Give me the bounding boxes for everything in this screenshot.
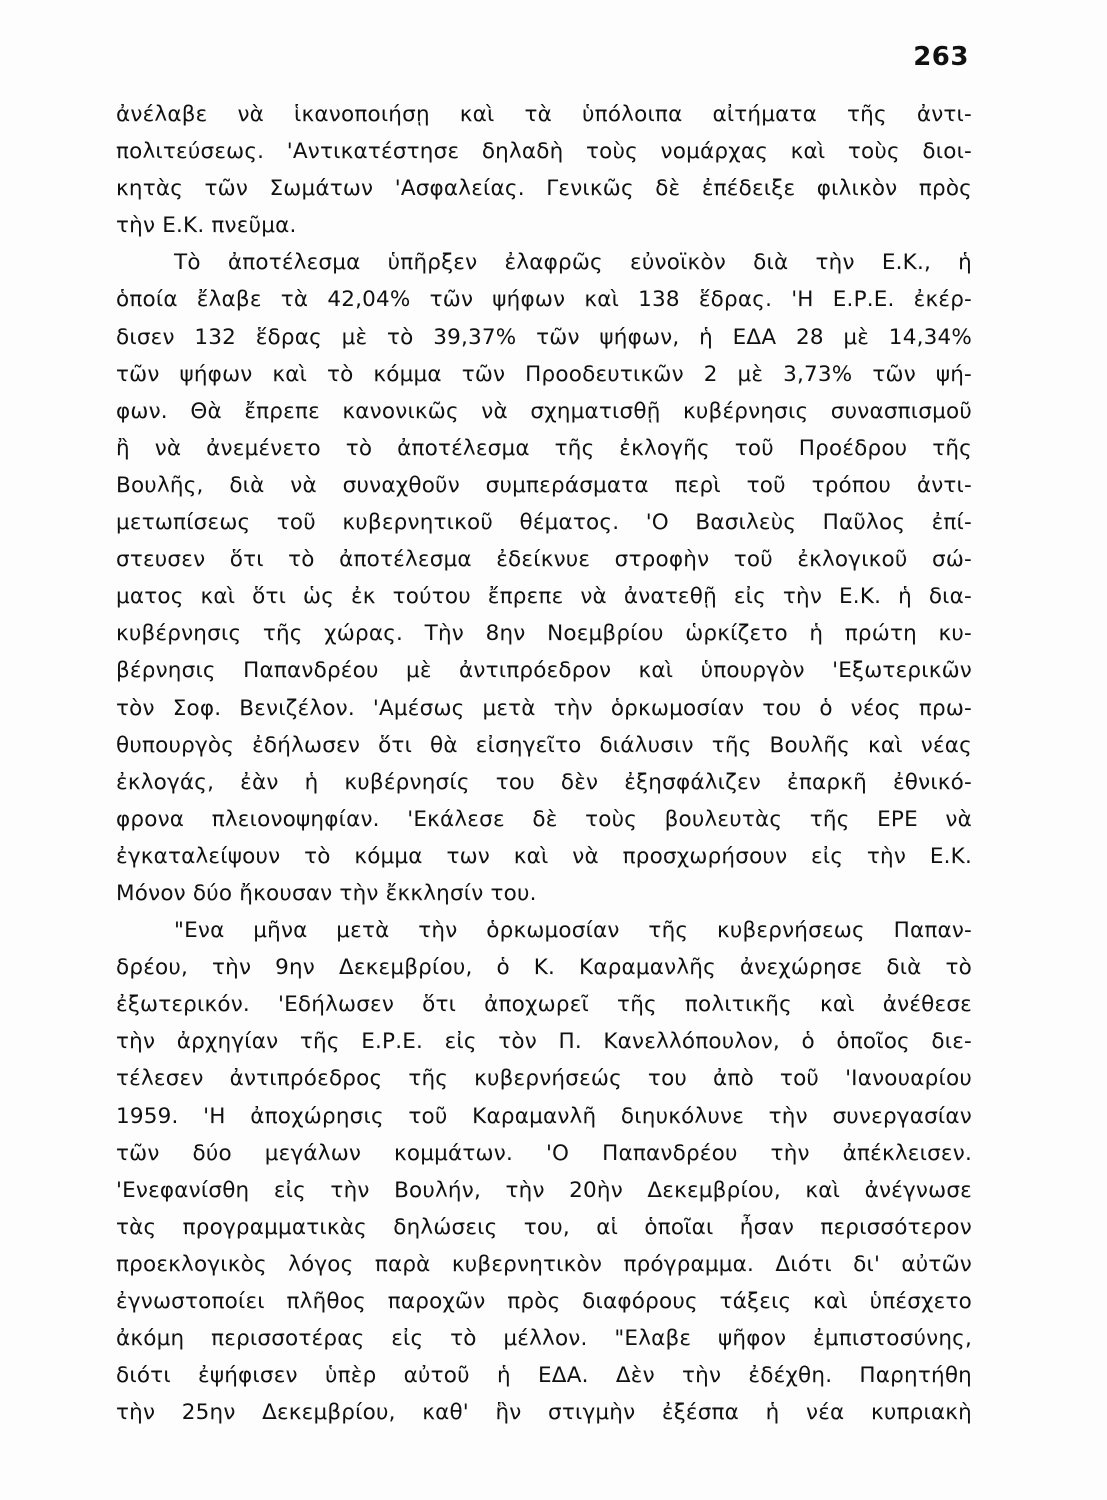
text-line: ἀνέλαβε νὰ ἱκανοποιήσῃ καὶ τὰ ὑπόλοιπα αἰτήματα τῆς ἀντι-	[116, 102, 972, 127]
text-line: Μόνον δύο ἤκουσαν τὴν ἔκκλησίν του.	[116, 880, 537, 906]
text-line: ἐγνωστοποίει πλῆθος παροχῶν πρὸς διαφόρους τάξεις καὶ ὑπέσχετο	[116, 1289, 972, 1314]
text-line: ἐγκαταλείψουν τὸ κόμμα των καὶ νὰ προσχωρήσουν εἰς τὴν Ε.Κ.	[116, 843, 972, 869]
text-line: θυπουργὸς ἐδήλωσεν ὅτι θὰ εἰσηγεῖτο διάλυσιν τῆς Βουλῆς καὶ νέας	[116, 732, 972, 758]
text-line: τῶν ψήφων καὶ τὸ κόμμα τῶν Προοδευτικῶν 2 μὲ 3,73% τῶν ψή-	[116, 361, 972, 387]
text-line: κητὰς τῶν Σωμάτων 'Ασφαλείας. Γενικῶς δὲ ἐπέδειξε φιλικὸν πρὸς	[116, 176, 972, 202]
text-line: τὴν ἀρχηγίαν τῆς Ε.Ρ.Ε. εἰς τὸν Π. Κανελλόπουλον, ὁ ὁποῖος διε-	[116, 1029, 972, 1055]
text-line: φρονα πλειονοψηφίαν. 'Εκάλεσε δὲ τοὺς βουλευτὰς τῆς ΕΡΕ νὰ	[116, 806, 972, 832]
text-line: προεκλογικὸς λόγος παρὰ κυβερνητικὸν πρόγραμμα. Διότι δι' αὐτῶν	[116, 1251, 972, 1277]
text-line: τὴν 25ην Δεκεμβρίου, καθ' ἣν στιγμὴν ἐξέσπα ἡ νέα κυπριακὴ	[116, 1400, 972, 1426]
text-line: δρέου, τὴν 9ην Δεκεμβρίου, ὁ Κ. Καραμανλῆς ἀνεχώρησε διὰ τὸ	[116, 955, 972, 981]
text-line: ἢ νὰ ἀνεμένετο τὸ ἀποτέλεσμα τῆς ἐκλογῆς τοῦ Προέδρου τῆς	[116, 435, 972, 461]
text-line: μετωπίσεως τοῦ κυβερνητικοῦ θέματος. 'Ο Βασιλεὺς Παῦλος ἐπί-	[116, 510, 972, 536]
text-line: φων. Θὰ ἔπρεπε κανονικῶς νὰ σχηματισθῇ κυβέρνησις συνασπισμοῦ	[116, 398, 972, 424]
text-line: στευσεν ὅτι τὸ ἀποτέλεσμα ἐδείκνυε στροφὴν τοῦ ἐκλογικοῦ σώ-	[116, 547, 972, 573]
text-line: δισεν 132 ἕδρας μὲ τὸ 39,37% τῶν ψήφων, ἡ ΕΔΑ 28 μὲ 14,34%	[116, 324, 972, 350]
text-line: πολιτεύσεως. 'Αντικατέστησε δηλαδὴ τοὺς νομάρχας καὶ τοὺς διοι-	[116, 139, 972, 165]
text-line: 1959. 'Η ἀποχώρησις τοῦ Καραμανλῆ διηυκόλυνε τὴν συνεργασίαν	[116, 1103, 972, 1129]
text-line: τὰς προγραμματικὰς δηλώσεις του, αἱ ὁποῖαι ἦσαν περισσότερον	[116, 1214, 972, 1240]
text-line: ἀκόμη περισσοτέρας εἰς τὸ μέλλον. "Ελαβε ψῆφον ἐμπιστοσύνης,	[116, 1326, 972, 1352]
text-line: διότι ἐψήφισεν ὑπὲρ αὐτοῦ ἡ ΕΔΑ. Δὲν τὴν ἐδέχθη. Παρητήθη	[116, 1363, 972, 1389]
paragraph-start-line: Τὸ ἀποτέλεσμα ὑπῆρξεν ἐλαφρῶς εὐνοϊκὸν διὰ τὴν Ε.Κ., ἡ	[174, 250, 972, 276]
text-line: Βουλῆς, διὰ νὰ συναχθοῦν συμπεράσματα περὶ τοῦ τρόπου ἀντι-	[116, 472, 972, 498]
body-text	[116, 96, 972, 1431]
text-line: τῶν δύο μεγάλων κομμάτων. 'Ο Παπανδρέου τὴν ἀπέκλεισεν.	[116, 1140, 972, 1166]
text-line: τέλεσεν ἀντιπρόεδρος τῆς κυβερνήσεώς του ἀπὸ τοῦ 'Ιανουαρίου	[116, 1066, 972, 1092]
text-line: τὸν Σοφ. Βενιζέλον. 'Αμέσως μετὰ τὴν ὁρκωμοσίαν του ὁ νέος πρω-	[116, 695, 972, 721]
text-line: ὁποία ἔλαβε τὰ 42,04% τῶν ψήφων καὶ 138 ἕδρας. 'Η Ε.Ρ.Ε. ἐκέρ-	[116, 287, 972, 313]
page-number: 263	[913, 42, 969, 72]
text-line: 'Ενεφανίσθη εἰς τὴν Βουλήν, τὴν 20ὴν Δεκεμβρίου, καὶ ἀνέγνωσε	[116, 1177, 972, 1203]
text-line: ματος καὶ ὅτι ὡς ἐκ τούτου ἔπρεπε νὰ ἀνατεθῇ εἰς τὴν Ε.Κ. ἡ δια-	[116, 584, 972, 610]
text-line: ἐκλογάς, ἐὰν ἡ κυβέρνησίς του δὲν ἐξησφάλιζεν ἐπαρκῆ ἐθνικό-	[116, 769, 972, 795]
text-line: τὴν Ε.Κ. πνεῦμα.	[116, 213, 297, 239]
text-line: κυβέρνησις τῆς χώρας. Τὴν 8ην Νοεμβρίου ὡρκίζετο ἡ πρώτη κυ-	[116, 621, 972, 647]
text-line: ἐξωτερικόν. 'Εδήλωσεν ὅτι ἀποχωρεῖ τῆς πολιτικῆς καὶ ἀνέθεσε	[116, 992, 972, 1018]
paragraph-start-line: "Ενα μῆνα μετὰ τὴν ὁρκωμοσίαν τῆς κυβερνήσεως Παπαν-	[174, 918, 972, 944]
text-line: βέρνησις Παπανδρέου μὲ ἀντιπρόεδρον καὶ ὑπουργὸν 'Εξωτερικῶν	[116, 658, 972, 684]
